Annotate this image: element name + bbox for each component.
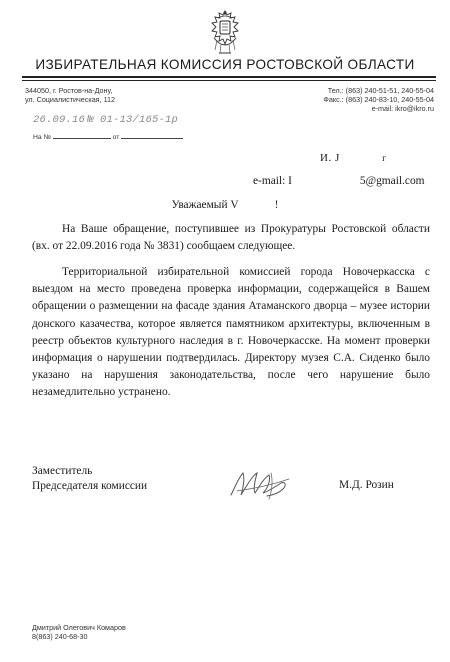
signer-name: М.Д. Розин [339,479,394,491]
organization-title: ИЗБИРАТЕЛЬНАЯ КОМИССИЯ РОСТОВСКОЙ ОБЛАСТИ [35,57,415,72]
registration-number-sign: № [87,114,94,126]
salutation-suffix: ! [274,199,279,211]
registration-number: 01-13/165-1р [100,114,179,126]
body-paragraph-2: Территориальной избирательной комиссией города Новочеркасска с выездом на место проведена проверка информации, содержащейся в Вашем обращении о размещении на фасаде здания Атаманского дворца – музее истории донского казачества, которое является памятником архитектуры, включенным в реестр объектов культурного наследия в г. Новочеркасске. На момент проверки информация о нарушении подтвердилась. Директору музея С.А. Сиденко было указано на нарушения законодательства, после чего нарушение было незамедлительно устранено. [32,266,430,399]
recipient-name [320,150,386,164]
organization-address [25,86,115,104]
executor-phone: 8(863) 240-68-30 [32,632,88,641]
coat-of-arms-icon [205,8,245,58]
executor-name: Дмитрий Олегович Комаров [32,623,126,632]
email-line-header: e-mail: ikro@ikro.ru [371,104,434,113]
email-initial: I [288,175,292,187]
header-rule-thin [22,80,436,81]
reference-number-blank [53,132,111,139]
executor-info [32,623,126,641]
recipient-surname-fragment: J [334,152,340,164]
reference-label: На № [33,134,51,141]
recipient-initial: И. [320,152,332,164]
organization-contacts [323,86,434,113]
salutation-prefix: Уважаемый [171,199,228,211]
reference-date-blank [121,132,183,139]
redacted-surname [343,150,379,163]
signer-position-line-2: Председателя комиссии [32,480,148,492]
redacted-email [292,173,360,186]
recipient-surname-tail: г [382,153,387,163]
recipient-email [253,173,425,187]
reference-from-label: от [112,134,120,141]
email-prefix: e-mail: [253,175,286,187]
reference-line [33,132,183,141]
body-paragraph-1: На Ваше обращение, поступившее из Прокуратуры Ростовской области (вх. от 22.09.2016 года № 3831) сообщаем следующее. [32,223,430,253]
salutation [0,199,450,211]
signer-position [32,464,147,494]
signer-position-line-1: Заместитель [32,465,93,477]
handwritten-signature-icon [225,465,295,503]
phone-line: Тел.: (863) 240-51-51, 240-55-04 [327,86,434,95]
salutation-name-initial: V [230,199,239,211]
registration-date: 26.09.16 [33,114,86,126]
email-suffix: 5@gmail.com [359,175,425,187]
registration-line [33,114,178,126]
address-line-1: 344050, г. Ростов-на-Дону, [25,86,113,95]
address-line-2: ул. Социалистическая, 112 [25,95,116,104]
fax-line: Факс.: (863) 240-83-10, 240-55-04 [323,95,434,104]
header-rule-thick [22,76,436,78]
